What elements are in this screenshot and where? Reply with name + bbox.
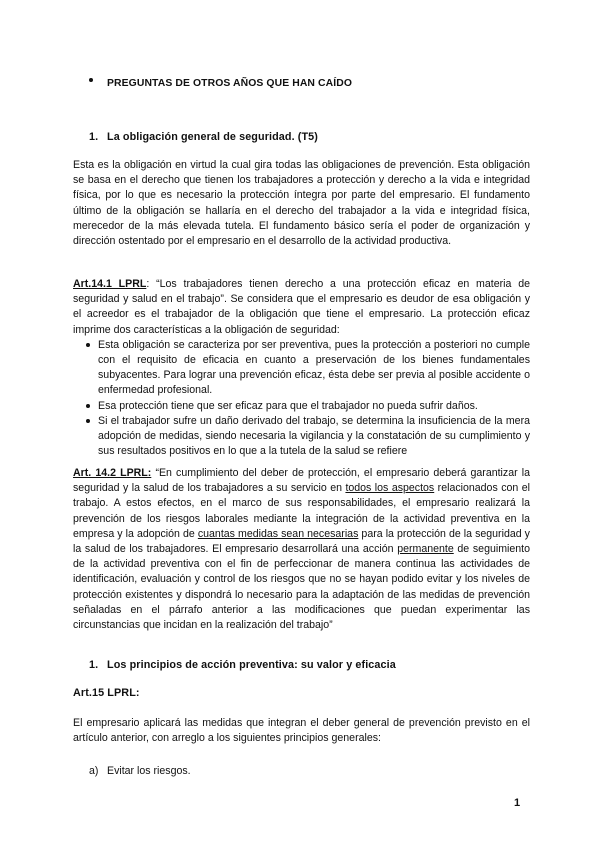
item-marker: a) — [89, 765, 99, 777]
art-14-1-text: “Los trabajadores tienen derecho a una protección eficaz en materia de seguridad y salud en el trabajo”. Se considera que el empresario es deudor de esa obligación y el acreedor es el trabajador de la obligación que tiene el empresario. La protección eficaz imprime dos características a la obligación de seguridad: — [73, 278, 530, 336]
art-14-1-paragraph — [73, 277, 530, 338]
art-15-label: Art.15 LPRL: — [73, 687, 140, 699]
art-14-1-block — [73, 277, 530, 459]
underlined-phrase: todos los aspectos — [345, 482, 435, 495]
section-number: 1. — [89, 659, 99, 671]
underlined-phrase: cuantas medidas sean necesarias — [197, 527, 359, 540]
bullet-dot — [86, 343, 90, 347]
art-14-2-label: Art. 14.2 LPRL: — [73, 467, 152, 479]
list-item: Esta obligación se caracteriza por ser preventiva, pues la protección a posteriori no cumple con el requisito de eficacia en cuanto a preservación de los bienes fundamentales subyacentes. Para lograr una prevención eficaz, ésta debe ser previa al posible accidente o enfermedad profesional. — [80, 338, 530, 399]
list-item: Esa protección tiene que ser eficaz para que el trabajador no pueda sufrir daños. — [80, 399, 530, 414]
section-title: La obligación general de seguridad. (T5) — [107, 131, 318, 143]
main-heading — [89, 73, 529, 91]
art-14-1-bullets — [80, 338, 530, 460]
section-heading — [89, 131, 529, 143]
list-item-a — [89, 764, 529, 779]
section-number: 1. — [89, 131, 99, 143]
art-15-paragraph: El empresario aplicará las medidas que integran el deber general de prevención previsto en el artículo anterior, con arreglo a los siguientes principios generales: — [73, 717, 530, 745]
page-number: 1 — [514, 797, 521, 809]
bullet-dot — [89, 78, 93, 82]
underlined-phrase: permanente — [397, 543, 454, 556]
bullet-dot — [86, 404, 90, 408]
item-text: Evitar los riesgos. — [107, 765, 191, 777]
art-14-1-colon: : — [146, 278, 150, 290]
bullet-dot — [86, 419, 90, 423]
intro-paragraph: Esta es la obligación en virtud la cual gira todas las obligaciones de prevención. Esta obligación se basa en el derecho que tienen los trabajadores a protección y derecho a la vida e integridad física, por lo que es necesario la protección íntegra por parte del empresario. El fundamento último de la obligación se hallaría en el derecho del trabajador a la vida e integridad física, merecedor de la más elevada tutela. El fundamento básico sería el poder de organización y dirección ostentado por el empresario en el desarrollo de la actividad productiva. — [73, 159, 530, 248]
list-item: Si el trabajador sufre un daño derivado del trabajo, se determina la insuficiencia de la mera adopción de medidas, siendo necesaria la vigilancia y la constatación de su cumplimiento y sus resultados positivos en lo que a la tutela de la salud se refiere — [80, 414, 530, 460]
section-heading — [89, 659, 529, 671]
section-title: Los principios de acción preventiva: su valor y eficacia — [107, 659, 396, 671]
art-14-2-paragraph: Art. 14.2 LPRL: “En cumplimiento del deber de protección, el empresario deberá garantizar la seguridad y la salud de los trabajadores a su servicio en todos los aspectos relacionados con el trabajo. A estos efectos, en el marco de sus responsabilidades, el empresario realizará la prevención de los riesgos laborales mediante la integración de la actividad preventiva en la empresa y la adopción de cuantas medidas sean necesarias para la protección de la seguridad y la salud de los trabajadores. El empresario desarrollará una acción permanente de seguimiento de la actividad preventiva con el fin de perfeccionar de manera continua las actividades de identificación, evaluación y control de los riesgos que no se hayan podido evitar y los niveles de protección existentes y dispondrá lo necesario para la adaptación de las medidas de prevención señaladas en el párrafo anterior a las modificaciones que puedan experimentar las circunstancias que incidan en la realización del trabajo” — [73, 467, 531, 632]
art-14-1-label: Art.14.1 LPRL — [73, 278, 147, 290]
main-heading-text: PREGUNTAS DE OTROS AÑOS QUE HAN CAÍDO — [107, 78, 353, 89]
